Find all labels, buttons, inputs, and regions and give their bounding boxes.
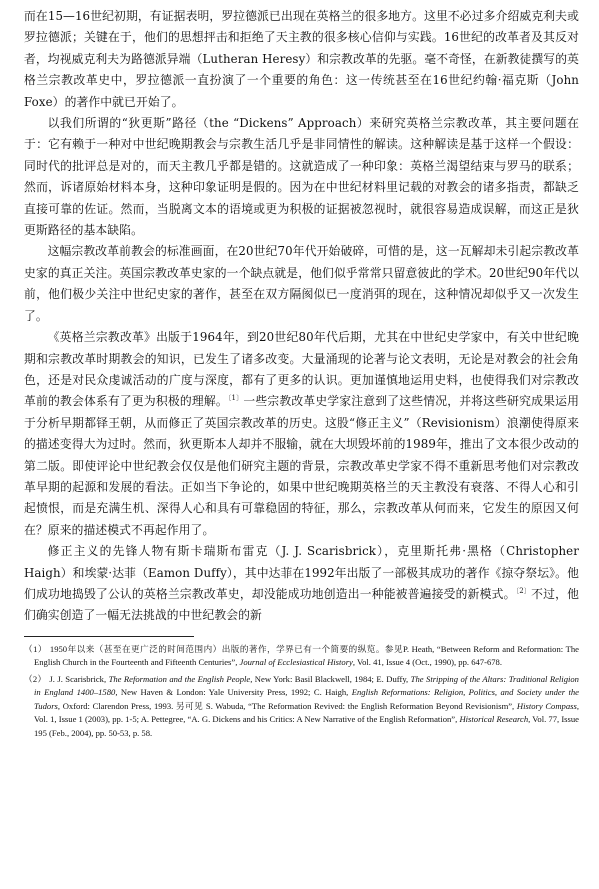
cited-title: The Stripping of the Altars: Traditional Religion in England 1400–1580 <box>34 673 579 698</box>
footnote-segment: , Vol. 77, Issue 195 (Feb., 2004), pp. 50-53, p. 58. <box>34 714 579 738</box>
footnote-segment: , New Haven & London: Yale University Press, 1992; C. Haigh, <box>115 687 352 698</box>
cited-title: English Reformations: Religion, Politics, and Society under the Tudors <box>34 687 579 711</box>
footnote <box>24 673 579 741</box>
paragraph-text: 《英格兰宗教改革》出版于1964年，到20世纪80年代后期，尤其在中世纪史学家中，有关中世纪晚期和宗教改革时期教会的知识，已发生了诸多改变。大量涌现的论著与论文表明，无论是对教会的社会角色，还是对民众虔诚活动的广度与深度，都有了更多的认识。更加谨慎地运用史料，也使得我们对宗教改革前的教会体系有了更为积极的理解。 <box>24 330 579 409</box>
footnote-segment: , Oxford: Clarendon Press, 1993. 另可见 S. Wabuda, “The Reformation Revived: the English Reformation Beyond Revisionism”, <box>57 700 517 711</box>
paragraph-text: 一些宗教改革史学家注意到了这些情况，并将这些研究成果运用于分析早期都铎王朝，从而修正了英国宗教改革的历史。这股“修正主义”（Revisionism）浪潮使得原来的描述变得大为过时。然而，狄更斯本人却并不服输，就在大坝毁坏前的1989年，推出了文本很少改动的第二版。即使评论中世纪教会仅仅是他们研究主题的背景，宗教改革史学家不得不重新思考他们对宗教改革早期的起源和发展的看法。正如当下争论的，如果中世纪晚期英格兰的天主教没有衰落、不得人心和引起愤恨，而是充满生机、深得人心和具有可靠稳固的特征，那么，宗教改革从何而来，它发生的原因又何在？原来的描述模式不再起作用了。 <box>24 394 579 537</box>
footnote-text <box>34 674 579 738</box>
footnote-segment: , Vol. 1, Issue 1 (2003), pp. 1-5; A. Pettegree, “A. G. Dickens and his Critics: A New Narrative of the English Reformation”, <box>34 700 579 725</box>
paragraph <box>24 541 579 627</box>
footnote-segment: , New York: Basil Blackwell, 1984; E. Duffy, <box>250 673 411 684</box>
cited-title: Journal of Ecclesiastical History <box>239 657 353 668</box>
footnote-reference[interactable]: 〔1〕 <box>227 394 244 403</box>
body-text <box>24 6 579 627</box>
footnote-divider <box>24 636 194 637</box>
cited-title: The Reformation and the English People <box>108 673 251 684</box>
footnote-segment: J. J. Scarisbrick, <box>49 673 109 684</box>
cited-title: Historical Research <box>459 714 529 725</box>
footnote <box>24 643 579 670</box>
footnote-segment: , Vol. 41, Issue 4 (Oct., 1990), pp. 647-678. <box>352 657 502 668</box>
paragraph-text: 修正主义的先锋人物有斯卡瑞斯布雷克（J. J. Scarisbrick），克里斯托弗·黑格（Christopher Haigh）和埃蒙·达菲（Eamon Duffy），其中达菲在1992年出版了一部极其成功的著作《掠夺祭坛》。他们成功地捣毁了公认的英格兰宗教改革史，却没能成功地创造出一种能被普遍接受的新模式。 <box>24 544 579 601</box>
footnote-segment: 1950年以来（甚至在更广泛的时间范围内）出版的著作，学界已有一个简要的纵览。参见P. Heath, “Between Reform and Reformation: The English Church in the Fourteenth and Fifteenth Centuries”, <box>34 643 579 668</box>
footnote-number: （2） <box>24 673 47 684</box>
footnote-reference[interactable]: 〔2〕 <box>515 587 532 596</box>
paragraph: 这幅宗教改革前教会的标准画面，在20世纪70年代开始破碎，可惜的是，这一瓦解却未引起宗教改革史家的真正关注。英国宗教改革史家的一个缺点就是，他们似乎常常只留意彼此的学术。20世纪90年代以前，他们极少关注中世纪史家的著作，甚至在双方隔阂似已一度消弭的现在，这种情况却似乎又一次发生了。 <box>24 244 579 323</box>
footnotes <box>24 643 579 741</box>
paragraph: 以我们所谓的“狄更斯”路径（the “Dickens” Approach）来研究英格兰宗教改革，其主要问题在于：它有赖于一种对中世纪晚期教会与宗教生活几乎是非同情性的解读。这种解读是基于这样一个假设：同时代的批评总是对的，而天主教几乎都是错的。这就造成了一种印象：英格兰渴望结束与罗马的联系；然而，诉诸原始材料本身，这种印象证明是假的。因为在中世纪材料里记载的对教会的诸多指责，都缺乏直接可靠的佐证。然而，当脱离文本的语境或更为积极的证据被忽视时，就很容易造成误解，而这正是狄更斯路径的基本缺陷。 <box>24 116 579 238</box>
paragraph <box>24 327 579 541</box>
footnote-text <box>34 644 579 668</box>
paragraph-text: 不过，他们确实创造了一幅无法挑战的中世纪教会的新 <box>24 586 579 623</box>
cited-title: History Compass <box>516 700 577 711</box>
paragraph: 而在15—16世纪初期，有证据表明，罗拉德派已出现在英格兰的很多地方。这里不必过多介绍威克利夫或罗拉德派；关键在于，他们的思想抨击和拒绝了天主教的很多核心信仰与实践。16世纪的改革者及其反对者，均视威克利夫为路德派异端（Lutheran Heresy）和宗教改革的先驱。毫不奇怪，在新教徒撰写的英格兰宗教改革史中，罗拉德派一直扮演了一个重要的角色：这一传统甚至在16世纪约翰·福克斯（John Foxe）的著作中就已开始了。 <box>24 9 579 109</box>
footnote-number: （1） <box>24 643 47 654</box>
